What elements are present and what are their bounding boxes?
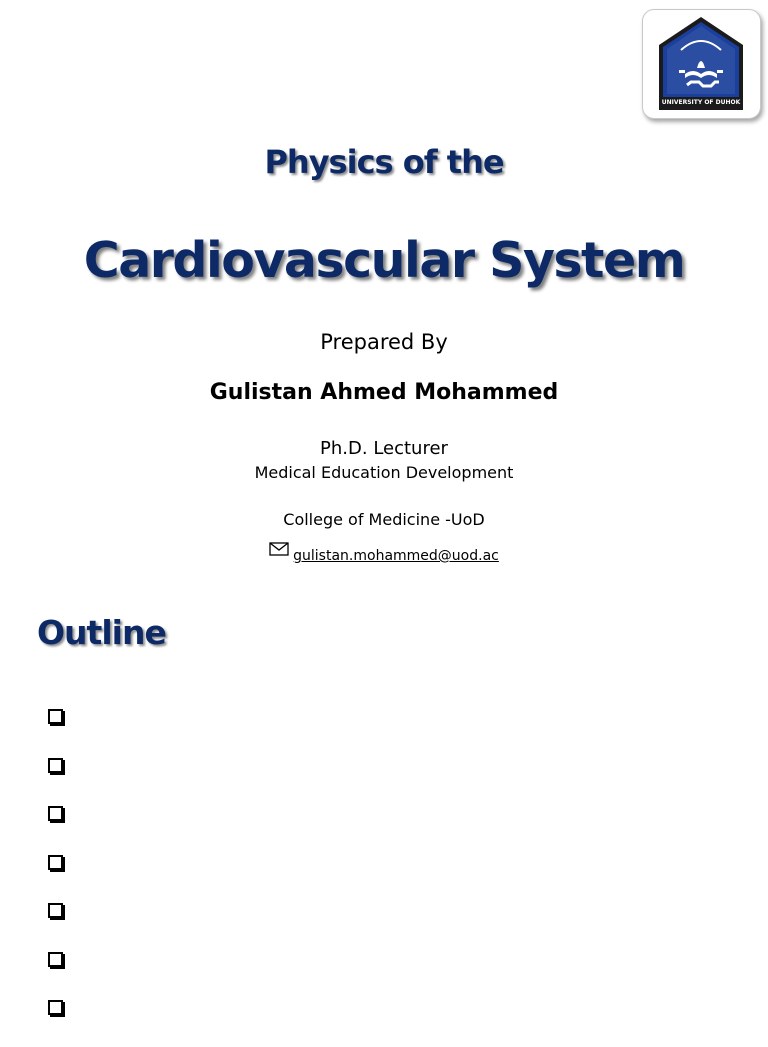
checkbox-bullet-icon [48,952,63,967]
university-logo-emblem [643,10,760,118]
checkbox-bullet-icon [48,709,63,724]
author-college: College of Medicine -UoD [283,510,485,529]
checkbox-bullet-icon [48,855,63,870]
checkbox-bullet-icon [48,758,63,773]
envelope-icon [269,542,289,560]
email-link[interactable]: gulistan.mohammed@uod.ac [293,548,499,564]
prepared-by-label: Prepared By [320,330,448,354]
author-name: Gulistan Ahmed Mohammed [209,380,559,405]
title-line-2: Cardiovascular System [83,232,685,289]
university-logo [642,9,761,119]
title-line-1: Physics of the [264,143,504,181]
checkbox-bullet-icon [48,903,63,918]
checkbox-bullet-icon [48,1000,63,1015]
outline-heading: Outline [37,613,166,652]
author-department: Medical Education Development [254,463,514,482]
author-position: Ph.D. Lecturer [320,438,448,459]
checkbox-bullet-icon [48,806,63,821]
email-row [0,540,768,564]
logo-caption: UNIVERSITY OF DUHOK [661,99,741,106]
